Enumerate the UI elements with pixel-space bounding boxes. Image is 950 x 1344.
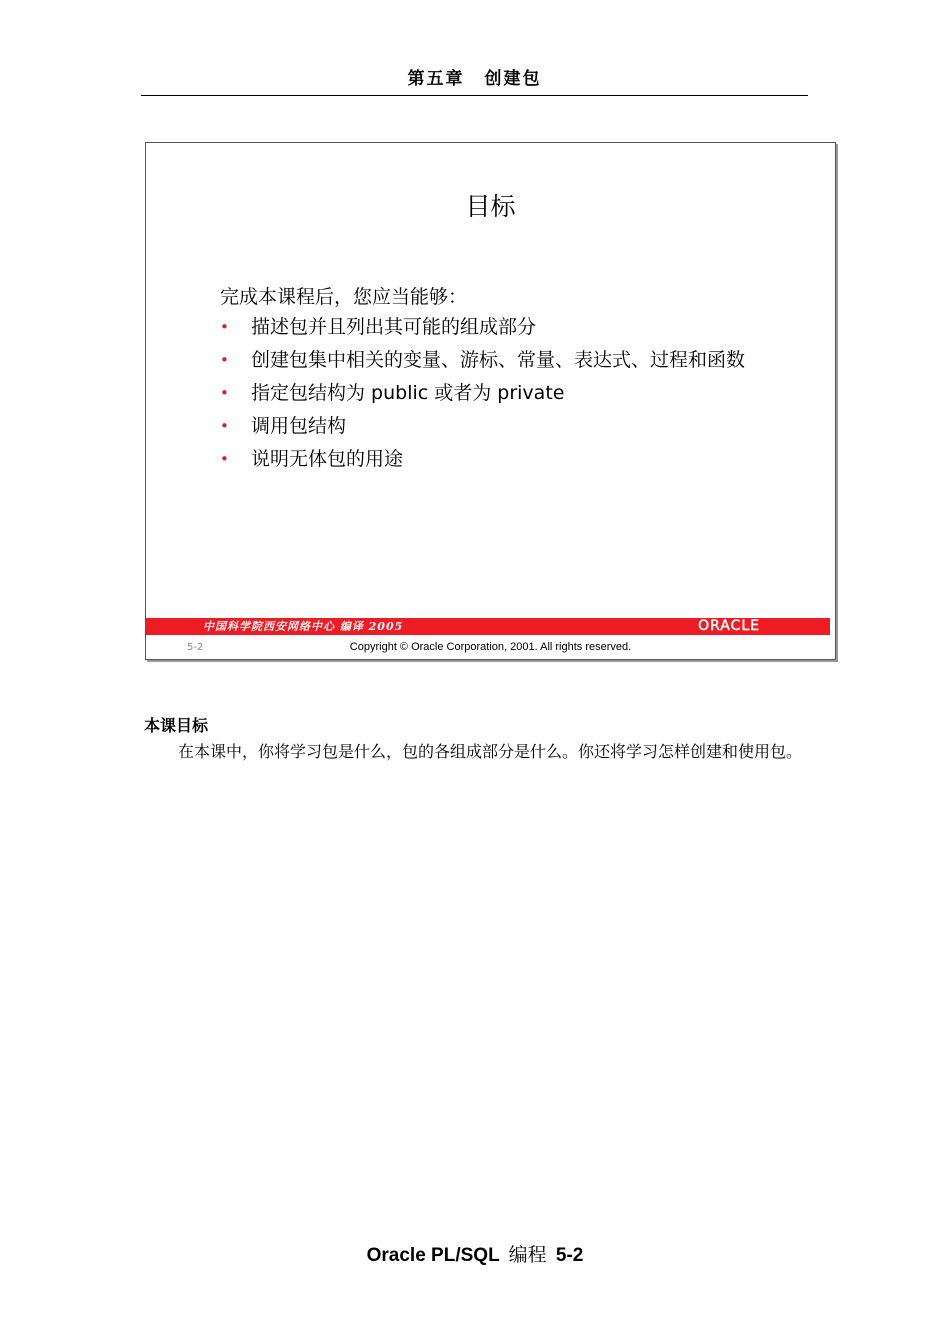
slide-frame [145,142,836,660]
footer-product: Oracle PL/SQL [366,1245,500,1266]
slide-body [220,284,780,481]
page-header [141,64,808,96]
publisher-text: 中国科学院西安网络中心 编译 2005 [203,620,404,633]
footer-page-number: 5-2 [555,1245,584,1266]
objective-text: 说明无体包的用途 [251,448,404,470]
copyright-text: Copyright © Oracle Corporation, 2001. All rights reserved. [349,641,632,653]
objective-text: 描述包并且列出其可能的组成部分 [251,316,537,338]
bullet-dot-icon: • [220,318,229,336]
chapter-heading [408,64,542,95]
bullet-dot-icon: • [220,450,229,468]
footer-label: 编程 [508,1244,547,1266]
bullet-dot-icon: • [220,417,229,435]
page-footer [0,1240,950,1267]
notes-body: 在本课中，你将学习包是什么，包的各组成部分是什么。你还将学习怎样创建和使用包。 [178,742,803,761]
bullet-dot-icon: • [220,351,229,369]
objective-item [220,382,780,405]
objective-text: 调用包结构 [251,415,347,437]
slide-footer [146,638,835,658]
objective-text: 创建包集中相关的变量、游标、常量、表达式、过程和函数 [251,349,746,371]
chapter-title: 创建包 [484,69,542,89]
objectives-list [220,316,780,471]
slide-intro: 完成本课程后，您应当能够： [220,286,468,308]
objective-item [220,415,780,438]
oracle-logo: ORACLE [698,618,760,634]
objective-item [220,349,780,372]
notes-heading: 本课目标 [144,716,209,735]
lesson-notes [144,715,812,764]
slide-footer-bar [146,618,830,635]
slide-title: 目标 [465,192,516,221]
objective-text: 指定包结构为 public 或者为 private [251,382,565,404]
bullet-dot-icon: • [220,384,229,402]
chapter-number: 第五章 [407,69,465,89]
slide-number: 5-2 [187,642,204,653]
objective-item [220,316,780,339]
objective-item [220,448,780,471]
